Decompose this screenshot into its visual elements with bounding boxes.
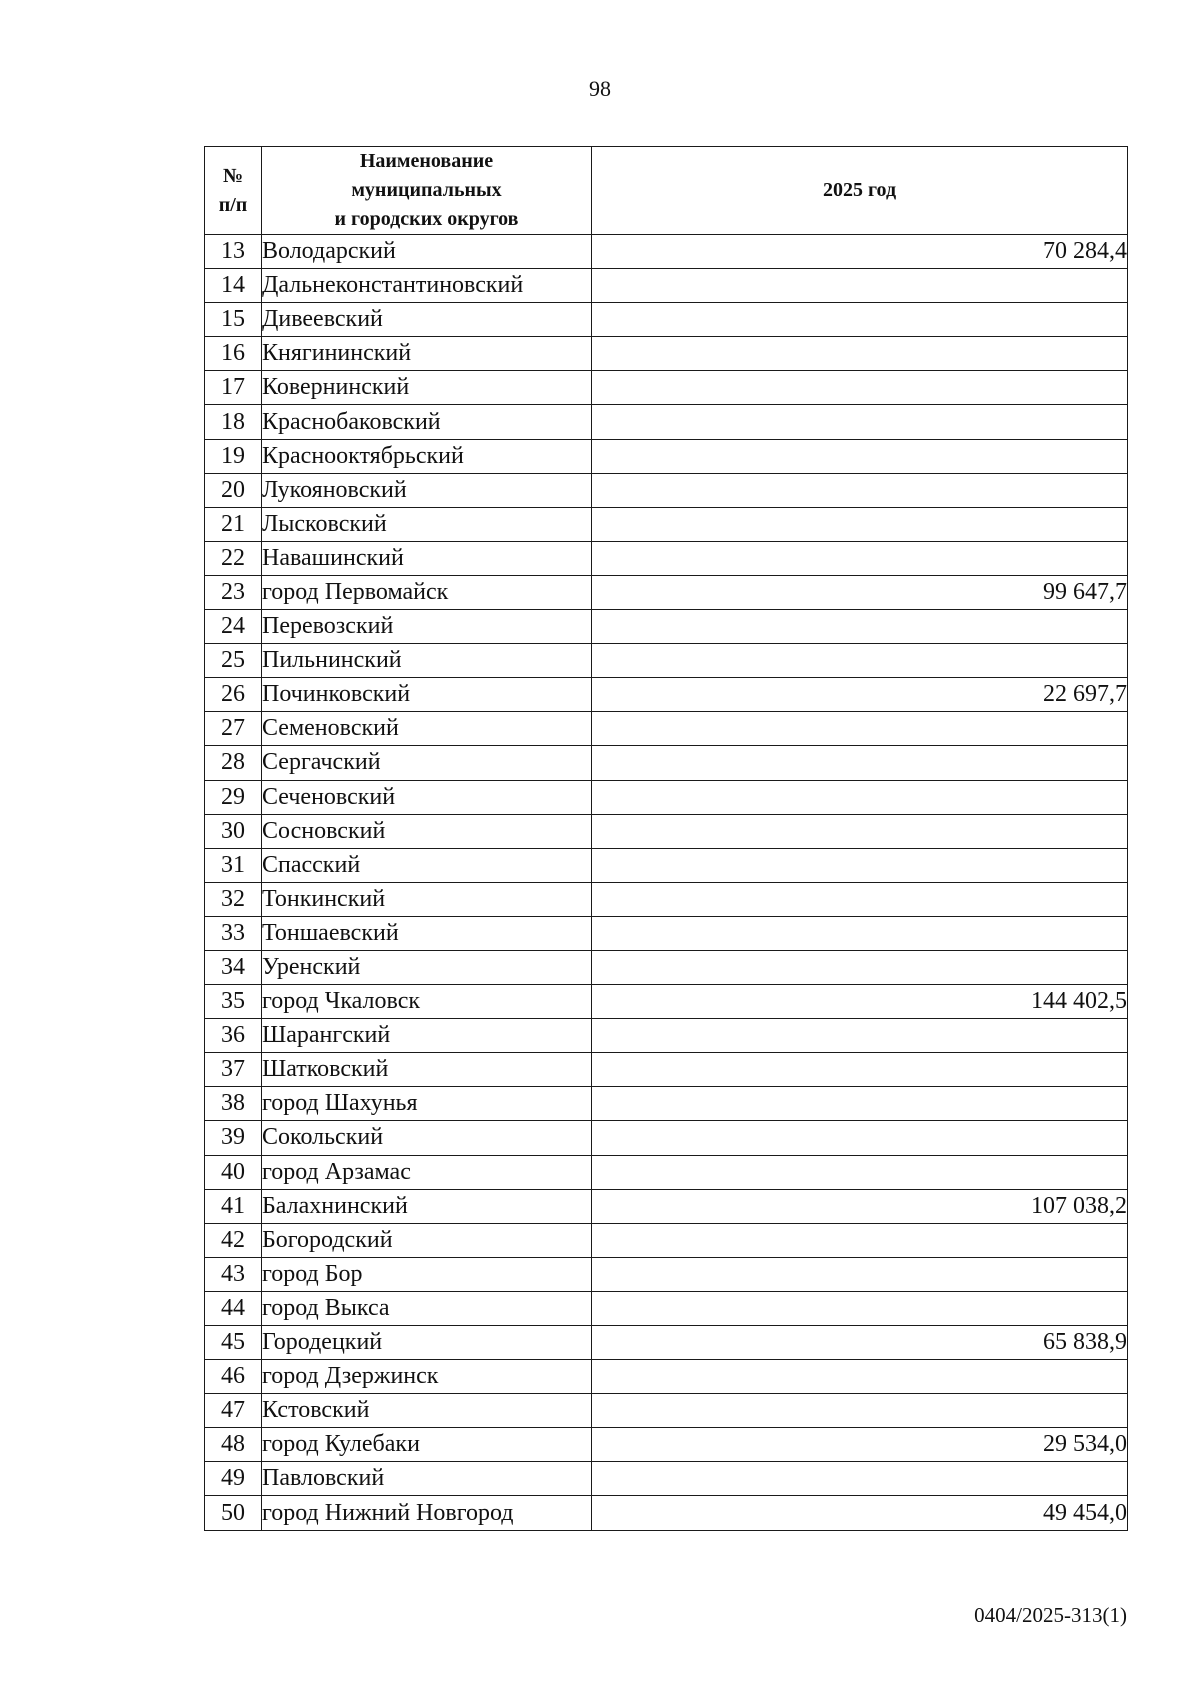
row-name: Тоншаевский (262, 916, 592, 950)
row-name: город Чкаловск (262, 985, 592, 1019)
row-name: Ковернинский (262, 371, 592, 405)
row-value (592, 610, 1128, 644)
row-name: город Кулебаки (262, 1428, 592, 1462)
row-value (592, 712, 1128, 746)
row-number: 24 (205, 610, 262, 644)
table-row (205, 814, 1128, 848)
row-value (592, 439, 1128, 473)
header-num (205, 147, 262, 235)
row-number: 31 (205, 848, 262, 882)
table-row (205, 1121, 1128, 1155)
row-number: 48 (205, 1428, 262, 1462)
row-value (592, 780, 1128, 814)
row-number: 44 (205, 1291, 262, 1325)
row-name: Уренский (262, 950, 592, 984)
row-value (592, 337, 1128, 371)
row-name: Перевозский (262, 610, 592, 644)
row-value (592, 405, 1128, 439)
row-number: 26 (205, 678, 262, 712)
row-number: 43 (205, 1257, 262, 1291)
row-number: 28 (205, 746, 262, 780)
row-name: Семеновский (262, 712, 592, 746)
row-value (592, 1394, 1128, 1428)
table-row (205, 507, 1128, 541)
row-name: город Выкса (262, 1291, 592, 1325)
row-value (592, 746, 1128, 780)
row-value (592, 848, 1128, 882)
row-name: Дивеевский (262, 303, 592, 337)
row-number: 20 (205, 473, 262, 507)
table-row (205, 746, 1128, 780)
row-number: 22 (205, 541, 262, 575)
table-row (205, 1462, 1128, 1496)
row-name: Богородский (262, 1223, 592, 1257)
row-value (592, 1291, 1128, 1325)
row-name: Пильнинский (262, 644, 592, 678)
header-num-line: п/п (218, 193, 248, 216)
row-number: 38 (205, 1087, 262, 1121)
table-row (205, 644, 1128, 678)
row-number: 14 (205, 269, 262, 303)
row-name: Шарангский (262, 1019, 592, 1053)
row-name: Сокольский (262, 1121, 592, 1155)
row-value: 65 838,9 (592, 1326, 1128, 1360)
row-name: Починковский (262, 678, 592, 712)
header-name-line: муниципальных (351, 179, 502, 201)
row-name: Лукояновский (262, 473, 592, 507)
row-number: 36 (205, 1019, 262, 1053)
table-row (205, 985, 1128, 1019)
row-name: Павловский (262, 1462, 592, 1496)
row-name: Княгининский (262, 337, 592, 371)
table-row (205, 848, 1128, 882)
table-row (205, 780, 1128, 814)
row-name: Краснооктябрьский (262, 439, 592, 473)
row-value (592, 1155, 1128, 1189)
row-number: 46 (205, 1360, 262, 1394)
row-name: Лысковский (262, 507, 592, 541)
document-code: 0404/2025-313(1) (974, 1603, 1127, 1627)
row-name: Сосновский (262, 814, 592, 848)
row-number: 30 (205, 814, 262, 848)
row-name: Кстовский (262, 1394, 592, 1428)
page-number: 98 (589, 76, 611, 101)
table-body (205, 235, 1128, 1531)
row-value (592, 303, 1128, 337)
row-value (592, 541, 1128, 575)
header-name-line: Наименование (359, 150, 494, 172)
row-value: 49 454,0 (592, 1496, 1128, 1530)
row-value: 107 038,2 (592, 1189, 1128, 1223)
table-row (205, 1360, 1128, 1394)
table-row (205, 916, 1128, 950)
row-number: 21 (205, 507, 262, 541)
row-number: 35 (205, 985, 262, 1019)
row-value (592, 1257, 1128, 1291)
row-name: город Бор (262, 1257, 592, 1291)
row-name: город Дзержинск (262, 1360, 592, 1394)
row-name: Сеченовский (262, 780, 592, 814)
row-value (592, 814, 1128, 848)
row-number: 17 (205, 371, 262, 405)
row-number: 47 (205, 1394, 262, 1428)
header-value: 2025 год (592, 147, 1128, 235)
table-header (205, 147, 1128, 235)
row-name: город Арзамас (262, 1155, 592, 1189)
table-row (205, 712, 1128, 746)
row-value (592, 1019, 1128, 1053)
table-row (205, 610, 1128, 644)
row-name: Навашинский (262, 541, 592, 575)
row-name: город Первомайск (262, 575, 592, 609)
row-value (592, 1121, 1128, 1155)
table-row (205, 1087, 1128, 1121)
row-value (592, 371, 1128, 405)
row-number: 25 (205, 644, 262, 678)
table-row (205, 882, 1128, 916)
table-row (205, 1394, 1128, 1428)
row-name: Володарский (262, 235, 592, 269)
row-number: 13 (205, 235, 262, 269)
row-value: 70 284,4 (592, 235, 1128, 269)
row-name: Спасский (262, 848, 592, 882)
row-value (592, 473, 1128, 507)
header-name (262, 147, 592, 235)
header-name-line: и городских округов (334, 208, 519, 230)
row-number: 49 (205, 1462, 262, 1496)
table-row (205, 678, 1128, 712)
table-row (205, 1257, 1128, 1291)
table-row (205, 1019, 1128, 1053)
row-number: 32 (205, 882, 262, 916)
row-name: Городецкий (262, 1326, 592, 1360)
row-name: город Шахунья (262, 1087, 592, 1121)
row-number: 42 (205, 1223, 262, 1257)
row-value (592, 1053, 1128, 1087)
row-number: 19 (205, 439, 262, 473)
row-value (592, 950, 1128, 984)
row-value (592, 1087, 1128, 1121)
row-value (592, 916, 1128, 950)
table-row (205, 575, 1128, 609)
table-row (205, 235, 1128, 269)
table-row (205, 303, 1128, 337)
row-value (592, 644, 1128, 678)
header-row (205, 147, 1128, 235)
row-number: 40 (205, 1155, 262, 1189)
row-value (592, 1462, 1128, 1496)
row-name: город Нижний Новгород (262, 1496, 592, 1530)
row-name: Тонкинский (262, 882, 592, 916)
row-name: Шатковский (262, 1053, 592, 1087)
row-number: 27 (205, 712, 262, 746)
row-number: 33 (205, 916, 262, 950)
row-number: 39 (205, 1121, 262, 1155)
row-value (592, 1360, 1128, 1394)
row-number: 34 (205, 950, 262, 984)
table-row (205, 405, 1128, 439)
row-name: Краснобаковский (262, 405, 592, 439)
row-value: 29 534,0 (592, 1428, 1128, 1462)
row-number: 23 (205, 575, 262, 609)
row-name: Балахнинский (262, 1189, 592, 1223)
header-num-line: № (222, 164, 244, 187)
table-row (205, 439, 1128, 473)
row-value (592, 507, 1128, 541)
table-row (205, 371, 1128, 405)
table-row (205, 337, 1128, 371)
row-value: 99 647,7 (592, 575, 1128, 609)
row-number: 50 (205, 1496, 262, 1530)
table-row (205, 1496, 1128, 1530)
row-number: 37 (205, 1053, 262, 1087)
row-value (592, 269, 1128, 303)
row-value: 22 697,7 (592, 678, 1128, 712)
table-row (205, 541, 1128, 575)
table-row (205, 1189, 1128, 1223)
row-value (592, 882, 1128, 916)
row-number: 29 (205, 780, 262, 814)
table-row (205, 269, 1128, 303)
table-row (205, 473, 1128, 507)
table-row (205, 1326, 1128, 1360)
row-number: 45 (205, 1326, 262, 1360)
row-number: 15 (205, 303, 262, 337)
row-name: Сергачский (262, 746, 592, 780)
row-name: Дальнеконстантиновский (262, 269, 592, 303)
table-row (205, 1291, 1128, 1325)
row-value: 144 402,5 (592, 985, 1128, 1019)
table-row (205, 950, 1128, 984)
table-row (205, 1223, 1128, 1257)
table-row (205, 1053, 1128, 1087)
row-number: 16 (205, 337, 262, 371)
table-row (205, 1428, 1128, 1462)
row-value (592, 1223, 1128, 1257)
data-table (204, 146, 1128, 1531)
row-number: 18 (205, 405, 262, 439)
row-number: 41 (205, 1189, 262, 1223)
table-row (205, 1155, 1128, 1189)
